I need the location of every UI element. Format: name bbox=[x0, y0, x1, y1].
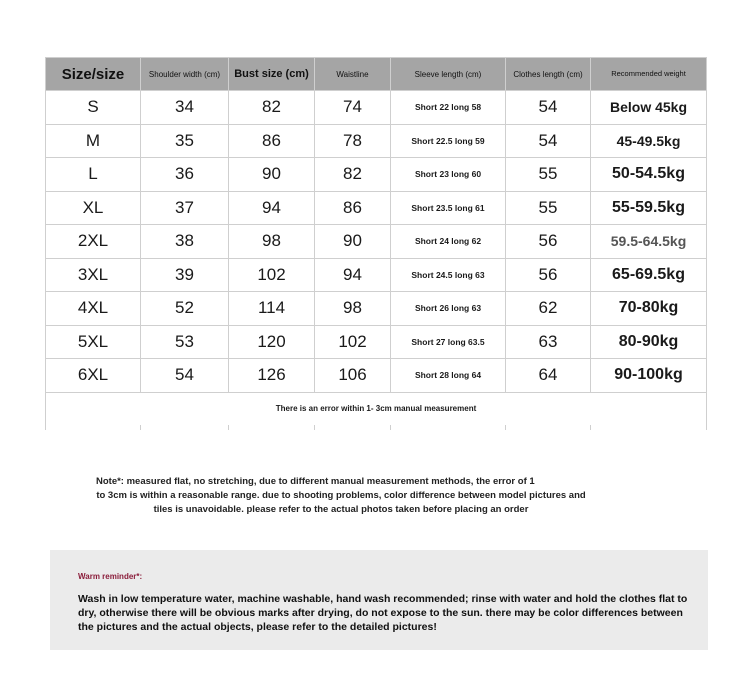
header-size: Size/size bbox=[46, 58, 141, 91]
cell-sleeve: Short 24.5 long 63 bbox=[391, 258, 506, 292]
cell-bust: 120 bbox=[229, 325, 315, 359]
cell-bust: 98 bbox=[229, 225, 315, 259]
header-waist: Waistline bbox=[315, 58, 391, 91]
note-rest: to 3cm is within a reasonable range. due to shooting problems, color difference between model pictures and tiles is unavoidable. please refer to the actual photos taken before placing an order bbox=[96, 490, 586, 515]
tail-cell bbox=[506, 425, 591, 430]
cell-shoulder: 36 bbox=[141, 158, 229, 192]
cell-length: 56 bbox=[506, 258, 591, 292]
cell-weight: 59.5-64.5kg bbox=[591, 225, 707, 259]
cell-shoulder: 39 bbox=[141, 258, 229, 292]
cell-size: 3XL bbox=[46, 258, 141, 292]
table-row bbox=[46, 258, 707, 292]
cell-waist: 82 bbox=[315, 158, 391, 192]
tail-cell bbox=[391, 425, 506, 430]
cell-waist: 78 bbox=[315, 124, 391, 158]
cell-sleeve: Short 24 long 62 bbox=[391, 225, 506, 259]
table-tail-row bbox=[46, 425, 707, 430]
cell-sleeve: Short 23.5 long 61 bbox=[391, 191, 506, 225]
tail-cell bbox=[229, 425, 315, 430]
table-row bbox=[46, 325, 707, 359]
cell-bust: 114 bbox=[229, 292, 315, 326]
cell-shoulder: 53 bbox=[141, 325, 229, 359]
cell-bust: 102 bbox=[229, 258, 315, 292]
measurement-note bbox=[96, 475, 586, 517]
warm-reminder-box bbox=[50, 550, 708, 650]
cell-shoulder: 54 bbox=[141, 359, 229, 393]
note-line-1: Note*: measured flat, no stretching, due to different manual measurement methods, the error of 1 bbox=[96, 476, 535, 487]
tail-cell bbox=[46, 425, 141, 430]
table-row bbox=[46, 292, 707, 326]
size-chart bbox=[45, 57, 706, 430]
cell-weight: 90-100kg bbox=[591, 359, 707, 393]
cell-size: 5XL bbox=[46, 325, 141, 359]
cell-weight: 55-59.5kg bbox=[591, 191, 707, 225]
cell-size: S bbox=[46, 91, 141, 125]
table-row bbox=[46, 124, 707, 158]
cell-length: 63 bbox=[506, 325, 591, 359]
cell-sleeve: Short 23 long 60 bbox=[391, 158, 506, 192]
table-row bbox=[46, 91, 707, 125]
cell-length: 54 bbox=[506, 91, 591, 125]
cell-size: 4XL bbox=[46, 292, 141, 326]
cell-shoulder: 37 bbox=[141, 191, 229, 225]
cell-waist: 98 bbox=[315, 292, 391, 326]
cell-bust: 126 bbox=[229, 359, 315, 393]
cell-weight: Below 45kg bbox=[591, 91, 707, 125]
header-sleeve: Sleeve length (cm) bbox=[391, 58, 506, 91]
cell-sleeve: Short 27 long 63.5 bbox=[391, 325, 506, 359]
table-header-row bbox=[46, 58, 707, 91]
cell-length: 54 bbox=[506, 124, 591, 158]
cell-shoulder: 38 bbox=[141, 225, 229, 259]
cell-length: 55 bbox=[506, 158, 591, 192]
cell-shoulder: 34 bbox=[141, 91, 229, 125]
cell-weight: 50-54.5kg bbox=[591, 158, 707, 192]
cell-bust: 90 bbox=[229, 158, 315, 192]
tail-cell bbox=[141, 425, 229, 430]
cell-waist: 90 bbox=[315, 225, 391, 259]
table-row bbox=[46, 158, 707, 192]
table-row bbox=[46, 191, 707, 225]
cell-length: 62 bbox=[506, 292, 591, 326]
cell-size: XL bbox=[46, 191, 141, 225]
measurement-error-note: There is an error within 1- 3cm manual measurement bbox=[46, 392, 707, 425]
cell-length: 64 bbox=[506, 359, 591, 393]
cell-sleeve: Short 22 long 58 bbox=[391, 91, 506, 125]
cell-size: L bbox=[46, 158, 141, 192]
header-weight: Recommended weight bbox=[591, 58, 707, 91]
cell-waist: 102 bbox=[315, 325, 391, 359]
cell-size: M bbox=[46, 124, 141, 158]
reminder-body: Wash in low temperature water, machine washable, hand wash recommended; rinse with water and hold the clothes flat to dry, otherwise there will be obvious marks after drying, do not expose to the sun. there may be color differences between the pictures and the actual objects, please refer to the detailed pictures! bbox=[78, 593, 688, 633]
reminder-title: Warm reminder*: bbox=[78, 572, 143, 581]
size-table bbox=[45, 57, 707, 430]
cell-length: 55 bbox=[506, 191, 591, 225]
header-length: Clothes length (cm) bbox=[506, 58, 591, 91]
table-row bbox=[46, 359, 707, 393]
header-bust: Bust size (cm) bbox=[229, 58, 315, 91]
cell-bust: 86 bbox=[229, 124, 315, 158]
cell-waist: 106 bbox=[315, 359, 391, 393]
cell-size: 6XL bbox=[46, 359, 141, 393]
cell-shoulder: 52 bbox=[141, 292, 229, 326]
cell-length: 56 bbox=[506, 225, 591, 259]
cell-size: 2XL bbox=[46, 225, 141, 259]
cell-sleeve: Short 28 long 64 bbox=[391, 359, 506, 393]
header-shoulder: Shoulder width (cm) bbox=[141, 58, 229, 91]
cell-shoulder: 35 bbox=[141, 124, 229, 158]
cell-bust: 94 bbox=[229, 191, 315, 225]
cell-waist: 94 bbox=[315, 258, 391, 292]
cell-bust: 82 bbox=[229, 91, 315, 125]
table-footer-row bbox=[46, 392, 707, 425]
cell-weight: 65-69.5kg bbox=[591, 258, 707, 292]
cell-weight: 80-90kg bbox=[591, 325, 707, 359]
tail-cell bbox=[591, 425, 707, 430]
cell-waist: 86 bbox=[315, 191, 391, 225]
cell-sleeve: Short 26 long 63 bbox=[391, 292, 506, 326]
tail-cell bbox=[315, 425, 391, 430]
table-row bbox=[46, 225, 707, 259]
cell-waist: 74 bbox=[315, 91, 391, 125]
cell-weight: 70-80kg bbox=[591, 292, 707, 326]
cell-weight: 45-49.5kg bbox=[591, 124, 707, 158]
cell-sleeve: Short 22.5 long 59 bbox=[391, 124, 506, 158]
